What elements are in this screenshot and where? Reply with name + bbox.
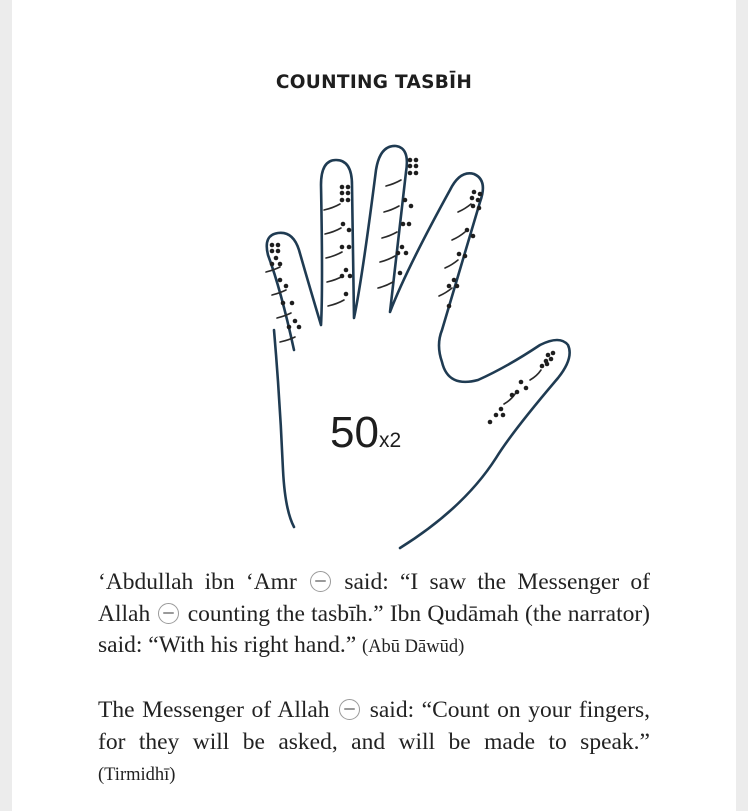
hadith-2-text-a: The Messenger of Allah [98, 697, 330, 723]
count-number: 50 [330, 408, 379, 457]
hand-outline [267, 146, 570, 548]
count-label [330, 408, 401, 458]
honorific-icon [310, 571, 331, 592]
count-multiplier: x2 [378, 429, 402, 452]
hadith-paragraph-2 [98, 695, 650, 792]
hand-illustration [12, 0, 736, 811]
honorific-icon [339, 699, 360, 720]
hadith-paragraph-1 [98, 567, 650, 664]
hadith-1-text-a: said: “I saw the Messenger of Allah [98, 569, 651, 627]
hadith-2-source: (Tirmidhī) [98, 765, 176, 785]
page-title: COUNTING TASBĪH [275, 72, 473, 93]
hadith-1-source: (Abū Dāwūd) [362, 637, 465, 657]
honorific-icon [158, 603, 179, 624]
book-page [12, 0, 736, 811]
hadith-1-text-b: counting the tasbīh.” Ibn Qudāmah (the narrator) said: “With his right hand.” [98, 600, 650, 658]
counting-dots [270, 158, 556, 425]
hadith-2-text-b: said: “Count on your fingers, for they will be asked, and will be made to speak.” [98, 697, 650, 755]
narrator-name: ‘Abdullah ibn ‘Amr [98, 569, 297, 595]
